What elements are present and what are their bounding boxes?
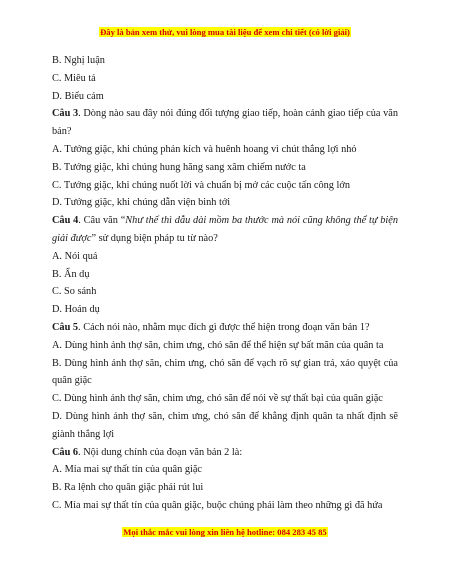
- q4-option-d: D. Hoán dụ: [52, 304, 100, 316]
- q2-option-d: D. Biểu cảm: [52, 90, 104, 102]
- hotline-notice-banner: [0, 527, 450, 537]
- question-4-quote: Như thế thì dẫu dài mồm ba thước mà nói cũng không thể tự biện giải được: [52, 215, 398, 244]
- q4-option-c: C. So sánh: [52, 286, 97, 298]
- preview-notice-text: Đây là bản xem thử, vui lòng mua tài liệu để xem chi tiết (có lời giải): [100, 27, 350, 37]
- question-6-text: . Nội dung chính của đoạn văn bản 2 là:: [78, 446, 243, 458]
- question-4-text-before: . Câu văn “: [78, 215, 126, 227]
- question-6: [52, 444, 398, 462]
- q3-option-c: C. Tướng giặc, khi chúng nuốt lời và chuẩn bị mở các cuộc tấn công lớn: [52, 179, 350, 191]
- q4-option-b: B. Ẩn dụ: [52, 268, 90, 280]
- q3-option-b: B. Tướng giặc, khi chúng hung hăng sang xâm chiếm nước ta: [52, 161, 306, 173]
- q4-option-a: A. Nói quá: [52, 250, 98, 262]
- question-3-label: Câu 3: [52, 108, 79, 120]
- hotline-notice-text: Mọi thắc mắc vui lòng xin liên hệ hotline: 084 283 45 85: [123, 527, 327, 537]
- question-6-label: Câu 6: [52, 446, 79, 458]
- question-5-label: Câu 5: [52, 321, 79, 333]
- q6-option-a: A. Mỉa mai sự thất tín của quân giặc: [52, 464, 202, 476]
- q3-option-d: D. Tướng giặc, khi chúng dẫn viện binh tới: [52, 197, 231, 209]
- preview-notice-banner: [0, 27, 450, 37]
- q5-option-d: D. Dùng hình ảnh thợ săn, chim ưng, chó săn để khẳng định quân ta nhất định sẽ giành thắng lợi: [52, 410, 398, 440]
- question-5-text: . Cách nói nào, nhằm mục đích gì được thể hiện trong đoạn văn bản 1?: [78, 321, 370, 333]
- q6-option-b: B. Ra lệnh cho quân giặc phải rút lui: [52, 482, 204, 494]
- q5-option-a: A. Dùng hình ảnh thợ săn, chim ưng, chó săn để thể hiện sự bất mãn của quân ta: [52, 339, 384, 351]
- question-5: [52, 319, 398, 337]
- q2-option-c: C. Miêu tả: [52, 72, 96, 84]
- question-3: [52, 105, 398, 141]
- q3-option-a: A. Tướng giặc, khi chúng phản kích và huênh hoang vì chút thắng lợi nhỏ: [52, 143, 357, 155]
- question-4-label: Câu 4: [52, 215, 79, 227]
- q5-option-b: B. Dùng hình ảnh thợ săn, chim ưng, chó săn để vạch rõ sự gian trá, xảo quyệt của quân giặc: [52, 357, 398, 387]
- question-4-text-after: ” sử dụng biện pháp tu từ nào?: [91, 232, 218, 244]
- question-4: [52, 212, 398, 248]
- q5-option-c: C. Dùng hình ảnh thợ săn, chim ưng, chó săn để nói về sự thất bại của quân giặc: [52, 393, 383, 405]
- q2-option-b: B. Nghị luận: [52, 55, 105, 66]
- question-3-text: . Dòng nào sau đây nói đúng đối tượng giao tiếp, hoàn cảnh giao tiếp của văn bản?: [52, 108, 398, 138]
- document-body: [52, 52, 398, 515]
- q6-option-c: C. Mỉa mai sự thất tín của quân giặc, buộc chúng phải làm theo những gì đã hứa: [52, 499, 383, 511]
